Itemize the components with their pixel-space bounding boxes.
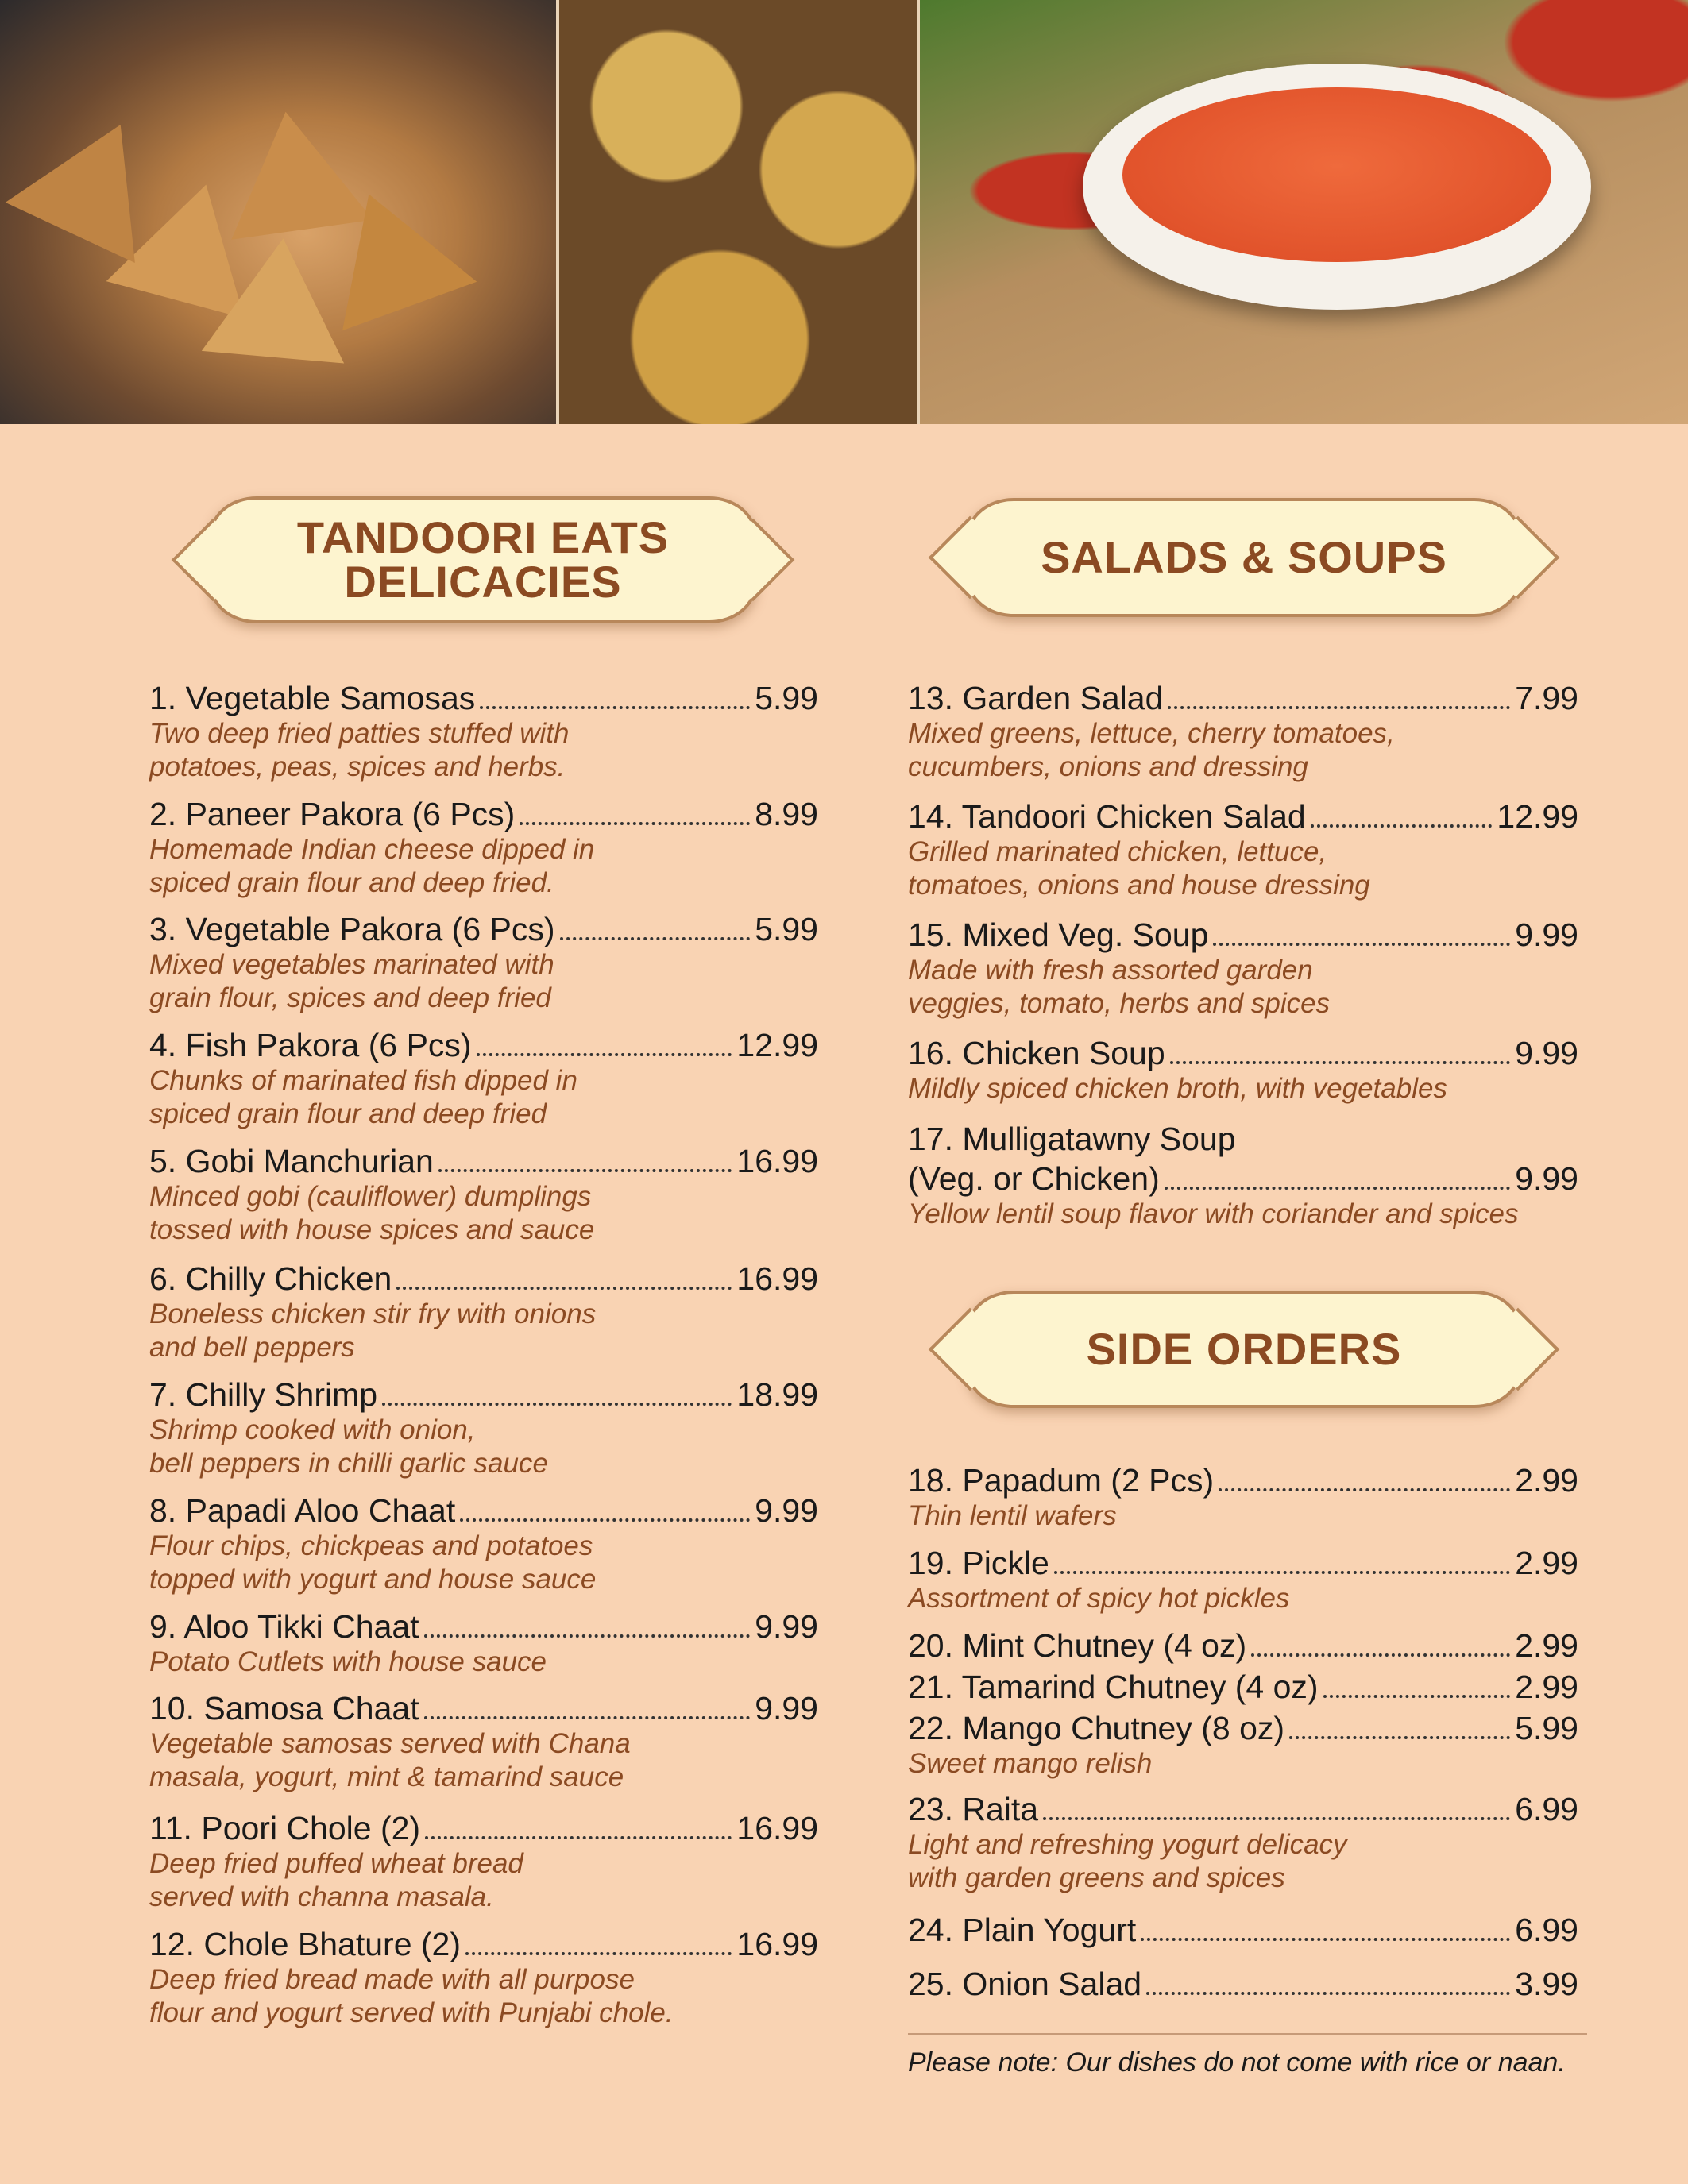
item-price: 9.99 [1515, 1160, 1578, 1197]
item-name: 7. Chilly Shrimp [149, 1376, 378, 1413]
section-title: SALADS & SOUPS [1041, 532, 1447, 582]
item-price: 16.99 [736, 1260, 818, 1297]
item-name: 18. Papadum (2 Pcs) [908, 1462, 1215, 1499]
item-name: (Veg. or Chicken) [908, 1160, 1160, 1197]
item-name: 10. Samosa Chaat [149, 1690, 419, 1727]
item-price: 6.99 [1515, 1912, 1578, 1948]
menu-item[interactable] [908, 1626, 1578, 1665]
menu-item[interactable] [149, 1026, 818, 1131]
item-price: 2.99 [1515, 1669, 1578, 1705]
item-description: Potato Cutlets with house sauce [149, 1646, 547, 1677]
item-name: 25. Onion Salad [908, 1966, 1142, 2002]
item-description: Homemade Indian cheese dipped in spiced grain flour and deep fried. [149, 834, 595, 898]
side-orders-banner [966, 1291, 1522, 1408]
footer-note: Please note: Our dishes do not come with rice or naan. [908, 2047, 1566, 2078]
item-description: Vegetable samosas served with Chana masala, yogurt, mint & tamarind sauce [149, 1728, 631, 1792]
menu-item[interactable] [149, 910, 818, 1015]
menu-item[interactable] [908, 1911, 1578, 1949]
item-price: 9.99 [755, 1492, 818, 1529]
item-name: 21. Tamarind Chutney (4 oz) [908, 1669, 1319, 1705]
menu-item[interactable] [908, 1034, 1578, 1106]
item-name: 8. Papadi Aloo Chaat [149, 1492, 456, 1529]
item-price: 12.99 [1497, 798, 1578, 835]
item-name: 17. Mulligatawny Soup [908, 1121, 1236, 1157]
item-price: 5.99 [1515, 1710, 1578, 1746]
item-price: 3.99 [1515, 1966, 1578, 2002]
item-description: Minced gobi (cauliflower) dumplings tossed with house spices and sauce [149, 1181, 595, 1245]
menu-item[interactable] [908, 797, 1578, 902]
menu-item[interactable] [908, 1544, 1578, 1615]
item-price: 12.99 [736, 1027, 818, 1063]
item-description: Assortment of spicy hot pickles [908, 1583, 1290, 1614]
section-title: TANDOORI EATS DELICACIES [296, 512, 670, 607]
menu-item[interactable] [149, 795, 818, 900]
item-name: 6. Chilly Chicken [149, 1260, 392, 1297]
item-price: 9.99 [1515, 916, 1578, 953]
tandoori-delicacies-banner [209, 496, 757, 623]
item-price: 2.99 [1515, 1462, 1578, 1499]
menu-item[interactable] [908, 916, 1578, 1021]
menu-item[interactable] [149, 1607, 818, 1679]
item-description: Two deep fried patties stuffed with potatoes, peas, spices and herbs. [149, 718, 570, 782]
item-name: 11. Poori Chole (2) [149, 1810, 421, 1846]
item-price: 8.99 [755, 796, 818, 832]
item-price: 18.99 [736, 1376, 818, 1413]
pakora-photo [556, 0, 920, 424]
item-name: 19. Pickle [908, 1545, 1049, 1581]
menu-item[interactable] [149, 1142, 818, 1247]
section-title: SIDE ORDERS [1086, 1324, 1402, 1374]
photo-strip [0, 0, 1688, 424]
item-price: 5.99 [755, 680, 818, 716]
item-price: 16.99 [736, 1810, 818, 1846]
item-name: 3. Vegetable Pakora (6 Pcs) [149, 911, 555, 947]
item-price: 9.99 [755, 1608, 818, 1645]
samosa-photo [0, 0, 556, 424]
item-description: Mixed greens, lettuce, cherry tomatoes, cucumbers, onions and dressing [908, 718, 1395, 782]
item-description: Grilled marinated chicken, lettuce, tomatoes, onions and house dressing [908, 836, 1370, 901]
item-name: 24. Plain Yogurt [908, 1912, 1137, 1948]
item-name: 15. Mixed Veg. Soup [908, 916, 1209, 953]
menu-item[interactable] [908, 1668, 1578, 1706]
divider [908, 2033, 1587, 2035]
menu-item[interactable] [908, 1965, 1578, 2003]
item-description: Mixed vegetables marinated with grain flour, spices and deep fried [149, 949, 554, 1013]
item-name: 4. Fish Pakora (6 Pcs) [149, 1027, 472, 1063]
menu-item[interactable] [149, 1809, 818, 1914]
item-name: 2. Paneer Pakora (6 Pcs) [149, 796, 516, 832]
item-name: 13. Garden Salad [908, 680, 1164, 716]
menu-item[interactable] [149, 1260, 818, 1364]
menu-item[interactable] [149, 1376, 818, 1480]
item-name: 20. Mint Chutney (4 oz) [908, 1627, 1247, 1664]
item-price: 16.99 [736, 1143, 818, 1179]
item-description: Made with fresh assorted garden veggies, tomato, herbs and spices [908, 955, 1331, 1019]
item-description: Deep fried puffed wheat bread served with channa masala. [149, 1848, 523, 1912]
item-name: 16. Chicken Soup [908, 1035, 1165, 1071]
item-name: 22. Mango Chutney (8 oz) [908, 1710, 1285, 1746]
item-description: Deep fried bread made with all purpose flour and yogurt served with Punjabi chole. [149, 1964, 674, 2028]
item-name: 9. Aloo Tikki Chaat [149, 1608, 419, 1645]
item-price: 2.99 [1515, 1627, 1578, 1664]
menu-item[interactable] [908, 679, 1578, 784]
item-price: 9.99 [1515, 1035, 1578, 1071]
item-name: 23. Raita [908, 1791, 1039, 1827]
item-price: 2.99 [1515, 1545, 1578, 1581]
menu-item[interactable] [149, 679, 818, 784]
menu-item[interactable] [908, 1118, 1578, 1231]
item-description: Shrimp cooked with onion, bell peppers in chilli garlic sauce [149, 1414, 548, 1479]
item-description: Boneless chicken stir fry with onions and bell peppers [149, 1298, 597, 1363]
tomato-soup-photo [920, 0, 1688, 424]
item-price: 16.99 [736, 1926, 818, 1962]
item-price: 5.99 [755, 911, 818, 947]
item-description: Thin lentil wafers [908, 1500, 1117, 1531]
item-price: 6.99 [1515, 1791, 1578, 1827]
item-name: 5. Gobi Manchurian [149, 1143, 434, 1179]
menu-item[interactable] [908, 1461, 1578, 1533]
item-price: 7.99 [1515, 680, 1578, 716]
menu-item[interactable] [908, 1709, 1578, 1781]
item-description: Flour chips, chickpeas and potatoes topped with yogurt and house sauce [149, 1530, 597, 1595]
item-name: 1. Vegetable Samosas [149, 680, 476, 716]
menu-item[interactable] [149, 1689, 818, 1794]
item-description: Light and refreshing yogurt delicacy with garden greens and spices [908, 1829, 1347, 1893]
item-name: 14. Tandoori Chicken Salad [908, 798, 1306, 835]
item-description: Yellow lentil soup flavor with coriander and spices [908, 1198, 1519, 1229]
item-name: 12. Chole Bhature (2) [149, 1926, 462, 1962]
item-description: Sweet mango relish [908, 1748, 1153, 1779]
menu-item[interactable] [149, 1491, 818, 1596]
item-description: Mildly spiced chicken broth, with vegetables [908, 1073, 1447, 1104]
menu-item[interactable] [149, 1925, 818, 2030]
item-price: 9.99 [755, 1690, 818, 1727]
item-description: Chunks of marinated fish dipped in spiced grain flour and deep fried [149, 1065, 577, 1129]
menu-item[interactable] [908, 1790, 1578, 1895]
salads-soups-banner [966, 498, 1522, 617]
